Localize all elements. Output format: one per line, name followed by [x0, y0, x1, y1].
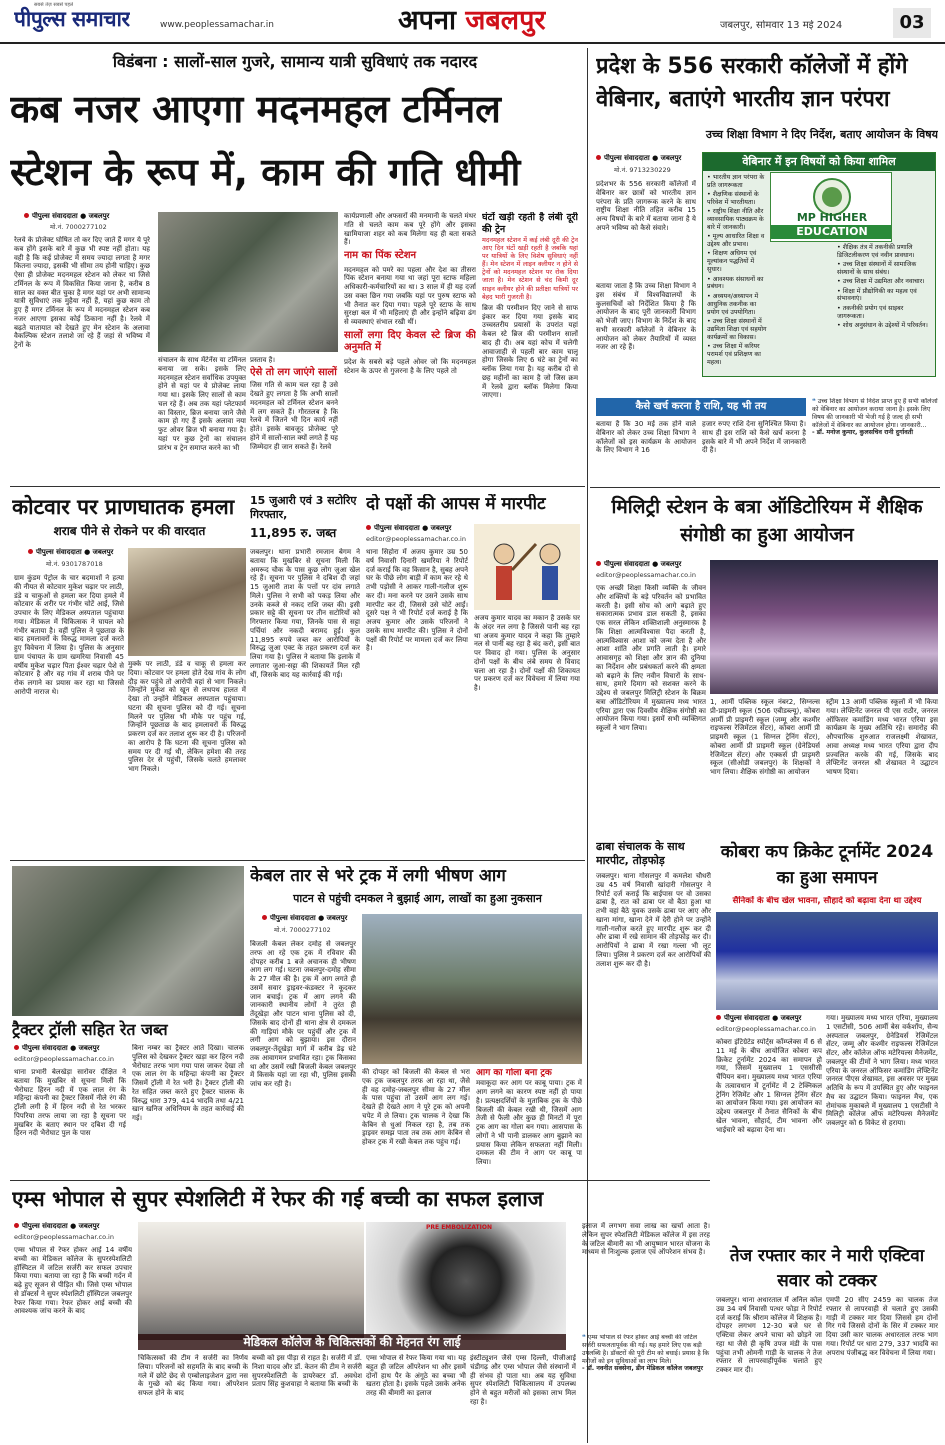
- story6-byline: [596, 560, 716, 569]
- story6-email: editor@peoplessamachar.co.in: [596, 571, 696, 579]
- story5-email: editor@peoplessamachar.co.in: [366, 535, 466, 543]
- story11-quote: [582, 1334, 710, 1442]
- topic-item: • शिक्षण अधिगम एवं मूल्यांकन पद्धतियों में सुधार।: [707, 250, 757, 274]
- story1-col5-wrap: [482, 212, 578, 482]
- quote-author: - डॉ. नवनीत सक्सेना, डीन मेडिकल कॉलेज जबलपुर: [582, 1365, 703, 1373]
- section-title: [398, 4, 546, 38]
- story10-byline: [14, 1044, 134, 1053]
- story7-subhead: पाटन से पहुंची दमकल ने बुझाई आग, लाखों का हुआ नुकसान: [293, 892, 542, 905]
- story1-col2: संचालन के साथ मेंटेनेंस या टर्मिनल बनाया जा सके। इसके लिए मदनमहल स्टेशन सर्वाधिक उपयुक्त होने से यहां पर ये प्रोजेक्ट लाया गया था। इसके लिए सालों से काम चल रहे हैं। अब तक यहां प्लेटफार्म का विस्तार, ब्रिज बनाया जाने जैसे काम हो गए हैं इसके अलावा नया फुट ओवर ब्रिज भी बनाया गया है। यहां पर कुछ ट्रेनों का संचालन प्रारंभ व ट्रेन समाप्त करने का भी: [158, 356, 246, 452]
- byline-text: पीपुल्स संवाददाता ● जबलपुर: [604, 560, 682, 568]
- story1-col3: प्रस्ताव है।: [250, 356, 275, 364]
- topic-item: • उच्च शिक्षा में करियर परामर्श एवं प्रशिक्षण का महत्व।: [707, 342, 761, 366]
- topic-item: • भारतीय ज्ञान परंपरा के प्रति जागरूकता: [707, 173, 765, 189]
- story7-col2: की दोपहर को बिजली की केबल से भरा एक ट्रक जबलपुर तरफ आ रहा था, जैसे ही वह दमोह-जबलपुर सीमा के 27 मील के पास पहुंचा तो उसमें आग लग गई। देखते ही देखते आग ने पूरे ट्रक को अपनी चपेट में ले लिया। ट्रक चालक ने देखा कि केबिन से धुआं निकल रहा है, तब तक ड्राइवर समझ पाता तब तक आग केबिन से होकर ट्रक में रखी केबल तक पहुंच गई।: [362, 1068, 470, 1146]
- story1-mobile: मो.नं. 7000277102: [50, 223, 107, 231]
- story1-col4-wrap: [344, 212, 476, 482]
- story12-col2: एमपी 20 सीए 2459 का चालक तेज रफ्तार से लापरवाही से चलाते हुए उसकी गाड़ी में टक्कर मार दिया जिससे हम दोनों गिर गये जिससे दोनों के सिर में टक्कर मार दिया उसी कार चालक अधारताल तरफ भाग गया। रिपोर्ट पर धारा 279, 337 भादवि का अपराध पंजीबद्ध कर विवेचना में लिया गया।: [826, 1296, 938, 1357]
- story2-col1: प्रदेशभर के 556 सरकारी कॉलेजों में वेबिनार कर छात्रों को भारतीय ज्ञान परंपरा के प्रति जागरूक करने के साथ राष्ट्रीय शिक्षा नीति तहित करीब 15 अन्य विषयों के बारे में बताया जाना है ये अपने भविष्य को कैसे संवारे।: [596, 180, 696, 232]
- quote-text: उच्च शिक्षा विभाग से निर्देश प्राप्त हुए हैं सभी कॉलेजों को वेबिनार का आयोजन कराया जाना है। इसके लिए विषय की जानकारी भी भेजी गई है जल्द ही सभी कॉलेजों में वेबिनार का आयोजन होगा। जानकारी...: [812, 398, 938, 429]
- scan-label: PRE EMBOLIZATION: [426, 1224, 492, 1231]
- kicker-text: विडंबना : सालों-साल गुजरे, सामान्य यात्री सुविधाएं तक नदारद: [112, 52, 478, 71]
- topic-item: • अध्ययन/अध्यापन में आधुनिक तकनीक का प्रयोग एवं उपयोगिता।: [707, 292, 759, 316]
- quote-icon: ❝: [582, 1334, 586, 1341]
- story1-sub3: सालों लगा दिए केवल स्टे ब्रिज की अनुमति में: [344, 329, 476, 354]
- story10-col2: बिना नम्बर का ट्रैक्टर आते दिखा। चालक पुलिस को देखकर ट्रैक्टर खड़ा कर हिरन नदी भैरोघाट तरफ भाग गया पास जाकर देखा तो एक लाल रंग के महिन्द्रा कंपनी का ट्रैक्टर जिसमें ट्रॉली में रेत भरी है। ट्रैक्टर ट्रॉली की रेत सहित जब्त करते हुए ट्रैक्टर चालक के विरुद्ध धारा 379, 414 भादवि तथा 4/21 खान खनिज अधिनियम के तहत कार्रवाई की गई।: [132, 1044, 244, 1122]
- story7-headline: केबल तार से भरे ट्रक में लगी भीषण आग: [250, 866, 506, 886]
- story3-col2: मुक्के पर लाठी, डंडे व चाकू से हमला कर दिया। कोटवार पर हमला होते देख गांव के लोग दौड़ कर पहुंचे तो आरोपी वहां से भाग निकले। जिन्होंने मुकेश को खून से लथपथ हालत में देखा तो उन्होंने मेडिकल अस्पताल पहुंचाया। घटना की सूचना पुलिस को दी गई। सूचना मिलने पर पुलिस भी मौके पर पहुंच गई, जिन्होंने पूछताछ के बाद हमलावरों के विरुद्ध प्रकरण दर्ज कर तलाश शुरू कर दी है। परिजनों का आरोप है कि घटना की सूचना पुलिस को समय पर दी गई थी, लेकिन हमेशा की तरह पुलिस देर से पहुंची, जिसके चलते हमलावर भाग निकले।: [128, 660, 246, 773]
- badge-line1: MP HIGHER: [796, 211, 868, 224]
- story1-col5-sub: घंटों खड़ी रहती है लंबी दूरी की ट्रेन: [482, 212, 578, 235]
- story5-col2: अजय कुमार यादव का मकान है उसके घर के अंदर नल लगा है जिससे पानी बह रहा था अजय कुमार यादव ने कहा कि तुम्हारे नल से पानी बह रहा है बंद करो, इसी बात पर विवाद हो गया। पुलिस के अनुसार दोनों पक्षों के बीच लंबे समय से विवाद चला आ रहा है। दोनों पक्षों की शिकायत पर प्रकरण दर्ज कर विवेचना में लिया गया है।: [474, 614, 580, 692]
- tractor-photo: [12, 866, 244, 1016]
- station-construction-photo: [158, 212, 338, 352]
- topic-item: • राष्ट्रीय शिक्षा नीति और व्यावसायिक पाठ्यक्रम के बारे में जानकारी।: [707, 208, 764, 231]
- newspaper-logo: [14, 6, 130, 32]
- story1-col3-wrap: [250, 356, 338, 481]
- story9-subhead: सैनिकों के बीच खेल भावना, सौहार्द को बढ़ावा देना था उद्देश्य: [732, 896, 922, 906]
- embolization-scan-photo: [366, 1222, 566, 1340]
- story11-col6: इलाज में लगभग सवा लाख का खर्चा आता है। लेकिन सुपर स्पेशलिटी मेडिकल कॉलेज में इस तरह के जटिल बीमारी का भी आयुष्मान भारत योजना के माध्यम से निःशुल्क इलाज एवं ऑपरेशन संभव है।: [582, 1222, 710, 1257]
- story3-headline: कोटवार पर प्राणघातक हमला: [12, 495, 235, 519]
- story11-headline: एम्स भोपाल से सुपर स्पेशलिटी में रेफर की गई बच्ची का सफल इलाज: [12, 1187, 544, 1211]
- quote-text: एम्स भोपाल से रेफर होकर आई बच्ची की जटिल सर्जरी सफलतापूर्वक की गई। यह हमारे लिए एक बड़ी उपलब्धि है। डॉक्टरों की पूरी टीम को बधाई। प्रयास है कि मरीजों को इन सुविधाओं का लाभ मिले।: [582, 1334, 710, 1365]
- topic-item: • शैक्षिक तंत्र में तकनीकी प्रणालि डिजिटलीकरण एवं नवीन प्रावधान।: [837, 243, 915, 259]
- topics-left-list: [703, 171, 771, 371]
- byline-text: पीपुल्स संवाददाता ● जबलपुर: [270, 914, 348, 922]
- story6-col1: एक अच्छी शिक्षा किसी व्यक्ति के जीवन और शक्तियों के बड़े परिवर्तन को प्रभावित करती है। इसी सोच को आगे बढ़ाते हुए सकारात्मक प्रभाव डाल सकती है, इसका एक सरल लेकिन शक्तिशाली अनुस्मारक है कि शिक्षा आत्मविश्वास पैदा करती है, आत्मविश्वास आशा को जन्म देता है और आशा शांति और प्रगति लाती है। हमारे आवासगृह को शिक्षा और ज्ञान की दुनिया का निर्देशन और प्रबंधकर्ता करने की क्षमता को बढ़ाने के लिए नवीन विचारों के साथ-साथ, हमारे दिमाग को सशक्त करने के उद्देश्य से जबलपुर मिलिट्री स्टेशन के बिक्रम बत्रा ऑडिटोरियम में मुख्यालय मध्य भारत एरिया द्वारा एक दिवसीय शैक्षिक संगोष्ठी का आयोजन किया गया। इसमें सभी व्यक्तिगत स्कूलों ने भाग लिया।: [596, 584, 706, 732]
- byline-text: पीपुल्स संवाददाता ● जबलपुर: [724, 1014, 802, 1022]
- story1-col5-note: मदनमहल स्टेशन में कई लंबी दूरी की ट्रेन आए दिन घंटों खड़ी रहती है जबकि यहां पर यात्रियों के लिए विशेष सुविधाएं नहीं हैं। मेन स्टेशन में लाइन क्लीयर न होने से ट्रेनों को मदनमहल स्टेशन पर रोक दिया जाता है। मेन स्टेशन से चंद किमी दूर साइन क्लीयर होने की प्रतीक्षा यात्रियों पर बेहद भारी गुजरती है।: [482, 235, 578, 301]
- mp-higher-education-badge: [770, 172, 892, 242]
- story1-sub2: नाम का पिंक स्टेशन: [344, 250, 417, 261]
- section-title-b: जबलपुर: [465, 5, 546, 36]
- issue-date: जबलपुर, सोमवार 13 मई 2024: [720, 20, 843, 31]
- story6-col2: 1, आर्मी पब्लिक स्कूल नंबर2, सिग्नल्स प्री-प्राइमरी स्कूल (506 एबीडब्ल्यू), कोबरा आर्मी प्री प्राइमरी स्कूल (जम्मू और कश्मीर राइफल्स रेजिमेंटल सेंटर), कोबरा आर्मी प्री प्राइमरी स्कूल (1 सिग्नल ट्रेनिंग सेंटर), कोबरा आर्मी प्री प्राइमरी स्कूल (ग्रेनेडियर्स रेजिमेंटल सेंटर) और एक्कर्स प्री प्राइमरी स्कूल (सीओडी जबलपुर) के शिक्षकों ने भाग लिया। शैक्षिक संगोष्ठी का आयोजन: [710, 698, 820, 776]
- story8-col1: जबलपुर। थाना गोसलपुर में कमलेश चौधरी उम्र 45 वर्ष निवासी खांदारी गोसलपुर ने रिपोर्ट दर्ज कराई कि बाईपास पर वो उसका ढाबा है, रात को ढाबा पर वो बैठा हुआ था तभी वहां बैठे युवक उसके ढाबा पर आए और खाना मांगा, खाना देने में देरी होने पर उन्होंने गाली-गलौज करते हुए मारपीट शुरू कर दी और ढाबा में रखे सामान की तोड़फोड़ कर दी। आरोपियों ने ढाबा में रखा गल्ला भी लूट लिया। पुलिस ने प्रकरण दर्ज कर आरोपियों की तलाश शुरू कर दी है।: [596, 872, 711, 968]
- story9-col1: कोबरा इंटिग्रेटेड स्पोर्ट्स कॉम्प्लेक्स में 6 से 11 मई के बीच आयोजित कोबरा कप क्रिकेट टूर्नामेंट 2024 का समापन हो गया, जिसमें मुख्यालय 1 एससीसी चैंपियन बना। मुख्यालय मध्य भारत एरिया के तत्वावधान में टूर्नामेंट में 2 टेक्निकल ट्रेनिंग रेजिमेंट और 1 सिग्नल ट्रेनिंग सेंटर का आयोजन किया गया। इस आयोजन का उद्देश्य जबलपुर में तैनात सैनिकों के बीच खेल भावना, सौहार्द, टीम भावना और भाईचारे को बढ़ावा देना था।: [716, 1038, 822, 1134]
- story6-headline: मिलिट्री स्टेशन के बत्रा ऑडिटोरियम में शैक्षिक संगोष्ठी का हुआ आयोजन: [611, 496, 923, 546]
- story2-headline: प्रदेश के 556 सरकारी कॉलेजों में होंगे वेबिनार, बताएंगे भारतीय ज्ञान परंपरा: [596, 54, 908, 112]
- story11-byline: [14, 1222, 134, 1231]
- topics-title: वेबिनार में इन विषयों को किया शामिल: [703, 153, 935, 171]
- topic-item: • शैक्षणिक संस्थानों के परिवेश में भारतीयता।: [707, 190, 759, 206]
- story7-col3-wrap: [476, 1068, 582, 1176]
- story2-byline: [596, 154, 706, 163]
- topic-item: • शोध अनुसंधान के उद्देश्यों में परिवर्तन।: [837, 321, 928, 329]
- story4-headline1: 15 जुआरी एवं 3 सटोरिए गिरफ्तार,: [250, 494, 357, 521]
- cost-col2: हजार रुपए राशि देना सुनिश्चित किया है। साथ ही इस राशि को कैसे खर्च करना है इसके बारे में भी अपने निर्देश में जानकारी दी है।: [702, 420, 806, 455]
- topics-right-list: [833, 241, 933, 371]
- cost-col1: बताया है कि 30 मई तक होने वाले वेबिनार को लेकर उच्च शिक्षा विभाग ने कॉलेजों को इस कार्यक्रम के आयोजन के लिए विभाग ने 16: [596, 420, 696, 455]
- story1-headline: कब नजर आएगा मदनमहल टर्मिनल स्टेशन के रूप में, काम की गति धीमी: [10, 87, 521, 194]
- story12-headline: तेज रफ्तार कार ने मारी एक्टिवा सवार को टक्कर: [729, 1246, 925, 1291]
- cricket-trophy-photo: [716, 912, 938, 1010]
- fight-illustration: [474, 524, 580, 610]
- story2-mobile: मो.नं. 9713230229: [614, 166, 671, 174]
- quote-author: - डॉ. मनोज कुमार, कुलसचिव रानी दुर्गावती: [812, 429, 913, 437]
- section-title-a: अपना: [398, 5, 456, 36]
- photo-caption: मेडिकल कॉलेज के चिकित्सकों की मेहनत रंग लाई: [138, 1334, 566, 1350]
- story11-col3: बच्ची को इस पीड़ा से राहत है। सर्जरी में डॉ. निशा यादव और डॉ. केतन की टीम ने सर्जरी सुपरस्पेशलिटी के डायरेक्टर डॉ. अवधेश प्रताप सिंह कुशवाहा ने बताया कि बच्ची के: [252, 1354, 362, 1389]
- truck-fire-photo: [362, 914, 582, 1064]
- story4-col1: जबलपुर। थाना प्रभारी रमजान बेगम ने बताया कि मुखबिर से सूचना मिली कि अमरूद चौक के पास कुछ लोग जुआ खेल रहे हैं। सूचना पर पुलिस ने दबिश दी जहां 15 जुआरी ताश के पत्तों पर दांव लगाते मिले। पुलिस ने सभी को पकड़ लिया और उनके कब्जे से नकद राशि जब्त की। इसी प्रकार सट्टे की सूचना पर तीन सटोरियों को गिरफ्तार किया गया, जिनके पास से सट्टा पर्चियां और नकदी बरामद हुई। कुल 11,895 रुपये जब्त कर आरोपियों के विरुद्ध जुआ एक्ट के तहत प्रकरण दर्ज कर लिया गया है। पुलिस ने बताया कि इलाके में लगातार जुआ-सट्टा की शिकायतें मिल रही थीं, जिसके बाद यह कार्रवाई की गई।: [250, 548, 360, 679]
- story1-col4: कार्यप्रणाली और अफसरों की मनमानी के चलते मंथर गति से चलते काम कब पूरे होंगे और इसका खामियाजा शहर को कब मिलेगा यह ही बता सकते हैं।: [344, 212, 476, 247]
- cost-title: कैसे खर्च करना है राशि, यह भी तय: [596, 398, 806, 416]
- topic-item: • उच्च शिक्षा संस्थानों में सामाजिक संस्थानों के साथ संबंध।: [837, 260, 917, 276]
- byline-text: पीपुल्स संवाददाता ● जबलपुर: [22, 1222, 100, 1230]
- story3-byline: [28, 548, 138, 557]
- byline-text: पीपुल्स संवाददाता ● जबलपुर: [22, 1044, 100, 1052]
- divider: [10, 1180, 710, 1181]
- story10-col1: थाना प्रभारी बेलखेड़ा सारोवर दीक्षित ने बताया कि मुखबिर से सूचना मिली कि भैरोघाट हिरन नदी में एक लाल रंग के महिन्द्रा कंपनी का ट्रैक्टर जिसमें नीले रंग की ट्रॉली लगी है में हिरन नदी से रेत भरकर पिपरिया तरफ लाया जा रहा है सूचना पर मुखबिर के बताए स्थान पर दबिश दी गई हिरन नदी भैरोघाट पुल के पास: [14, 1068, 126, 1138]
- story7-sub: आग का गोला बना ट्रक: [476, 1068, 552, 1078]
- story7-col3: मवाकूदा कर आग पर काबू पाया। ट्रक में आग लगने का कारण स्पष्ट नहीं हो पाया है। प्रत्यक्षदर्शियों के मुताबिक ट्रक के पीछे बिजली की केबल रखी थी, जिसमें आग तेजी से फैली और कुछ ही मिनटों में पूरा ट्रक आग का गोला बन गया। आसपास के लोगों ने भी पानी डालकर आग बुझाने का प्रयास किया लेकिन सफलता नहीं मिली। दमकल की टीम ने आग पर काबू पा लिया।: [476, 1079, 582, 1166]
- divider: [590, 487, 940, 488]
- story2-col2: बताया जाता है कि उच्च शिक्षा विभाग ने इस संबंध में विश्वविद्यालयों के कुलसचिवों को निर्देशित किया है कि आयोजन के बाद पूरी जानकारी विभाग को भेजी जाए। विभाग के निर्देश के बाद सभी सरकारी कॉलेजों ने वेबिनार के आयोजन को लेकर तैयारियों में व्यस्त नजर आ रहे हैं।: [596, 282, 696, 352]
- story9-col2: गया। मुख्यालय मध्य भारत एरिया, मुख्यालय 1 एसटीसी, 506 आर्मी बेस वर्कशॉप, सैन्य अस्पताल जबलपुर, ग्रेनेडियर्स रेजिमेंटल सेंटर, जम्मू और कश्मीर राइफल्स रेजिमेंटल सेंटर, और कॉलेज ऑफ मटेरियल्स मैनेजमेंट, जबलपुर की टीमों ने भाग लिया। मध्य भारत एरिया के जनरल ऑफिसर कमांडिंग लेफ्टिनेंट जनरल पीएस शेखावत, इस अवसर पर मुख्य अतिथि के रूप में उपस्थित हुए और फाइनल मैच का उद्घाटन किया। फाइनल मैच, एक रोमांचक मुकाबले में मुख्यालय 1 एसटीसी ने मिलिट्री कॉलेज ऑफ मटेरियल्स मैनेजमेंट जबलपुर को 6 विकेट से हराया।: [826, 1014, 938, 1127]
- story1-col3b: जिस गति से काम चल रहा है उसे देखते हुए लगता है कि अभी सालों मदनमहल को टर्मिनल स्टेशन बनने में लग सकते हैं। गौरतलब है कि रेलवे में जितने भी दिन कार्य नहीं होते। इसके बावजूद प्रोजेक्ट पूरे होने में सालों-साल क्यों लगते हैं यह जिम्मेदार ही जान सकते हैं। रेलवे: [250, 381, 338, 451]
- seminar-photo: [710, 560, 938, 694]
- divider: [10, 486, 585, 487]
- story10-email: editor@peoplessamachar.co.in: [14, 1055, 114, 1063]
- story4-headline2: 11,895 रु. जब्त: [250, 526, 337, 540]
- divider: [10, 860, 585, 861]
- tagline: सबसे तेज़ सबसे पहले: [34, 2, 74, 8]
- quote-icon: ❝: [812, 398, 816, 405]
- story9-headline: कोबरा कप क्रिकेट टूर्नामेंट 2024 का हुआ समापन: [720, 842, 934, 888]
- masthead: [0, 0, 945, 44]
- topic-item: • उच्च शिक्षा संस्थानों में उद्यमिता शिक्षा एवं सहयोग कार्यक्रमों का विकास।: [707, 317, 767, 341]
- story9-byline: [716, 1014, 826, 1023]
- story3-subhead: शराब पीने से रोकने पर की वारदात: [53, 524, 206, 538]
- byline-text: पीपुल्स संवाददाता ● जबलपुर: [374, 524, 452, 532]
- story5-headline: दो पक्षों की आपस में मारपीट: [366, 494, 546, 514]
- story2-subhead: उच्च शिक्षा विभाग ने दिए निर्देश, बताए आयोजन के विषय: [705, 128, 938, 141]
- story11-col5: इंस्टीट्यूशन जैसे एम्स दिल्ली, पीजीआई चंडीगढ़ और एम्स भोपाल जैसे संस्थानों में ही संभव हो पाता था। अब यह सुविधा सुपर स्पेशलिटी चिकित्सालय में उपलब्ध होने से बहुत मरीजों को इसका लाभ मिल रहा है।: [470, 1354, 576, 1406]
- story1-col4c: प्रदेश के सबसे बड़े पहले ओवर जो कि मदनमहल स्टेशन के ऊपर से गुजरना है के लिए पहले तो: [344, 357, 476, 375]
- injured-kotwar-photo: [128, 548, 246, 656]
- story7-mobile: मो.नं. 7000277102: [274, 926, 331, 934]
- website-url: www.peoplessamachar.in: [160, 20, 274, 30]
- story1-kicker: [10, 52, 580, 74]
- byline-text: पीपुल्स संवाददाता ● जबलपुर: [32, 212, 110, 220]
- topic-item: • तकनीकी प्रयोग एवं साइबर जागरूकता।: [837, 304, 904, 320]
- cartoon-icon: [474, 524, 580, 610]
- story2-quote: [812, 398, 938, 482]
- story11-col2: चिकित्सकों की टीम ने सर्जरी का निर्णय लिया। परिजनों को सहमति के बाद बच्ची के गले में छोटे छेद से एम्बोलाइजेशन द्वारा नस के गुच्छे को बंद किया गया। ऑपरेशन सफल होने के बाद: [138, 1354, 248, 1397]
- page-number: 03: [893, 8, 931, 38]
- story6-col3: स्ट्रीम 13 आर्मी पब्लिक स्कूलों में भी किया गया। लेफ्टिनेंट जनरल पी एस राठौर, जनरल ऑफिसर कमांडिंग मध्य भारत एरिया इस कार्यक्रम के मुख्य अतिथि रहे। समारोह की औपचारिक शुरुआत राजलक्ष्मी शेखावत, आवा अध्यक्ष मध्य भारत एरिया द्वारा दीप प्रज्वलित करके की गई, जिसके बाद लेफ्टिनेंट जनरल श्री शेखावत ने उद्घाटन भाषण दिया।: [826, 698, 938, 776]
- topic-item: • उच्च शिक्षा में उद्यमिता और नवाचार।: [837, 278, 925, 286]
- story9-email: editor@peoplessamachar.co.in: [716, 1025, 816, 1033]
- story11-col1: एम्स भोपाल से रेफर होकर आई 14 वर्षीय बच्ची का मेडिकल कॉलेज के सुपरस्पेशलिटी हॉस्पिटल में जटिल सर्जरी कर सफल उपचार किया गया। बताया जा रहा है कि बच्ची गर्दन में बढ़े हुए सूजन से पीड़ित थी। जिसे एम्स भोपाल से डॉक्टर्स ने सुपर स्पेशलिटी हॉस्पिटल जबलपुर रेफर किया गया। रेफर होकर आई बच्ची की आवश्यक जांच करने के बाद: [14, 1246, 132, 1316]
- logo-text: पीपुल्स समाचार: [14, 7, 130, 31]
- story12-col1: जबलपुर। थाना अधारताल में अनिल कोल उम्र 34 वर्ष निवासी पत्थर फोड़ा ने रिपोर्ट दर्ज कराई कि श्रीराम कॉलेज में शिक्षक है। दोपहर लगभग 12-30 बजे घर से एक्टिवा लेकर अपने चाचा को छोड़ने जा रहा था जैसे ही कृषि उपज मंडी के पास पहुंचा तभी ओमनी गाड़ी के चालक ने तेज रफ्तार से लापरवाहीपूर्वक चलाते हुए टक्कर मार दी।: [716, 1296, 822, 1374]
- doctors-team-photo: [138, 1222, 364, 1340]
- byline-text: पीपुल्स संवाददाता ● जबलपुर: [36, 548, 114, 556]
- topic-item: • मूल्य आधारित शिक्षा व उद्देश्य और प्रभाव।: [707, 233, 765, 249]
- story7-col1: बिजली केबल लेकर दमोह से जबलपुर तरफ आ रहे एक ट्रक में रविवार की दोपहर करीब 1 बजे अचानक ही भीषण आग लग गई। घटना जबलपुर-दमोह सीमा के 27 मील की है। ट्रक में आग लगते ही उसमें सवार ड्राइवर-कंडक्टर ने कूदकर जान बचाई। ट्रक में आग लगने की जानकारी स्थानीय लोगों ने तुरंत ही तेंदूखेड़ा और पाटन थाना पुलिस को दी, जिसके बाद दोनों ही थाना क्षेत्र से दमकल की गाड़ियां मौके पर पहुंचीं और ट्रक में लगी आग को बुझाया। इस दौरान जबलपुर-तेंदूखेड़ा मार्ग में करीब डेढ़ घंटे तक आवागमन प्रभावित रहा। ट्रक किसका था और उसमें रखी बिजली केबल जबलपुर में किसके यहां जा रहा थी, पुलिस इसकी जांच कर रही है।: [250, 940, 356, 1088]
- story3-mobile: मो.नं. 9301787018: [46, 560, 103, 568]
- story10-headline: ट्रैक्टर ट्रॉली सहित रेत जब्त: [12, 1020, 168, 1039]
- story11-col4: एम्स भोपाल से रेफर किया गया था। यह बहुत ही जटिल ऑपरेशन था और इसमें दोनों हाथ पैर के अंगूठे का बच्चा भी खतरा होता है। इसके पहले उसके अनेक तरह की बीमारी का इलाज: [366, 1354, 466, 1397]
- story5-col1: थाना सिहोरा में अजय कुमार उम्र 50 वर्ष निवासी दिनारी खमरिया ने रिपोर्ट दर्ज कराई कि वह किसान है, सुबह अपने घर के पीछे लोग बाड़ी में काम कर रहे थे तभी पड़ोसी ने आकर गाली-गलौज शुरू कर दी। मना करने पर उसने उसके साथ मारपीट कर दी, जिससे उसे चोटें आईं। दूसरे पक्ष ने भी रिपोर्ट दर्ज कराई है कि अजय कुमार और उसके परिजनों ने उसके साथ मारपीट की। पुलिस ने दोनों पक्षों की रिपोर्ट पर मामला दर्ज कर लिया है।: [366, 548, 468, 653]
- story3-col1: ग्राम कुंडम पेट्रोल के चार बदमाशों ने हत्या की नीयत से कोटवार मुकेश चढ़ार पर लाठी, डंडे व चाकुओं से हमला कर दिया हमले में कोटवार के शरीर पर गंभीर चोटें आईं, जिसे उपचार के लिए मेडिकल अस्पताल पहुंचाया गया। मेडिकल में चिकित्सक ने घायल को गंभीर बताया है। वहीं पुलिस ने पूछताछ के बाद हमलावरों के विरुद्ध मामला दर्ज करते हुए विवेचना में लिया है। पुलिस के अनुसार ग्राम पंचायत के ग्राम खमरिया निवासी 45 वर्षीय मुकेश चढ़ार पिता ईश्वर चढ़ार पेशे से कोटवार है और वह गांव में शराब पीने पर रोक लगाने का प्रयास कर रहा था जिससे आरोपी नाराज थे।: [14, 574, 124, 696]
- story1-byline: [24, 212, 144, 221]
- story1-col1: रेलवे के प्रोजेक्ट घोषित तो कर दिए जाते हैं मगर ये पूरे कब होंगे इसके बारे में कुछ भी स्पष्ट नहीं होता। यह वही है कि कई प्रोजेक्ट में समय ज्यादा लगता है मगर कितना ज्यादा, इसकी भी सीमा तय होनी चाहिए। कुछ ऐसा ही प्रोजेक्ट मदनमहल स्टेशन को लेकर था जिसे टर्मिनल के रूप में विकसित किया जाना है, करीब 8 साल का वक्त बीत चुका है मगर यहां पर अभी सामान्य यात्री सुविधाएं तक मुहैया नहीं हैं, यहां कुछ काम तो हुए हैं मगर टर्मिनल के रूप में मदनमहल स्टेशन कब नजर आएगा इसका कोई ठिकाना नहीं है। रेलवे में बढ़ते यातायात को देखते हुए मेन स्टेशन के अलावा वैकल्पिक स्टेशन तलाशे जा रहे हैं जहां से भविष्य में ट्रेनों के: [14, 236, 150, 349]
- story1-sub1: ऐसे तो लग जाएंगे सालों: [250, 366, 337, 378]
- story8-headline: ढाबा संचालक के साथ मारपीट, तोड़फोड़: [596, 840, 685, 867]
- story1-col4b: मदनमहल को पमरे का पहला और देश का तीसरा पिंक स्टेशन बनाया गया था जहां पूरा स्टाफ महिला अधिकारी-कर्मचारियों का था। 3 साल में ही यह दर्जा उस वक्त छिन गया जबकि यहां पर पुरुष स्टाफ को भी तैनात कर दिया गया। पहले पूरे स्टाफ के साथ सुरक्षा बल में भी महिलाएं ही और इन्होंने बढ़िया ढंग से व्यवस्थाएं संभाल रखी थीं।: [344, 265, 476, 326]
- story1-col5: ब्रिज की परमीशन दिए जाने से साफ इंकार कर दिया गया इसके बाद उच्चस्तरीय प्रयासों के उपरांत यहां केबल स्टे ब्रिज की परमीशन सालों बाद ही दी। अब यहां कोच में चलेगी आवाजाही से पहली बार काम चालू होगा जिसके लिए 6 घंटे का ट्रेनों का ब्लॉक लिया गया है। यह करीब दो से छह महीनों का काम है जो जिस क्रम में रेलवे द्वारा ब्लॉक मिलेगा किया जाएगा।: [482, 303, 578, 400]
- badge-line2: EDUCATION: [771, 225, 892, 239]
- byline-text: पीपुल्स संवाददाता ● जबलपुर: [604, 154, 682, 162]
- topic-item: • शिक्षा में प्रौद्योगिकी का महत्व एवं संभावनाएं।: [837, 287, 917, 303]
- topic-item: • आवश्यक संसाधनों का प्रबंधन।: [707, 275, 764, 291]
- story11-email: editor@peoplessamachar.co.in: [14, 1233, 114, 1241]
